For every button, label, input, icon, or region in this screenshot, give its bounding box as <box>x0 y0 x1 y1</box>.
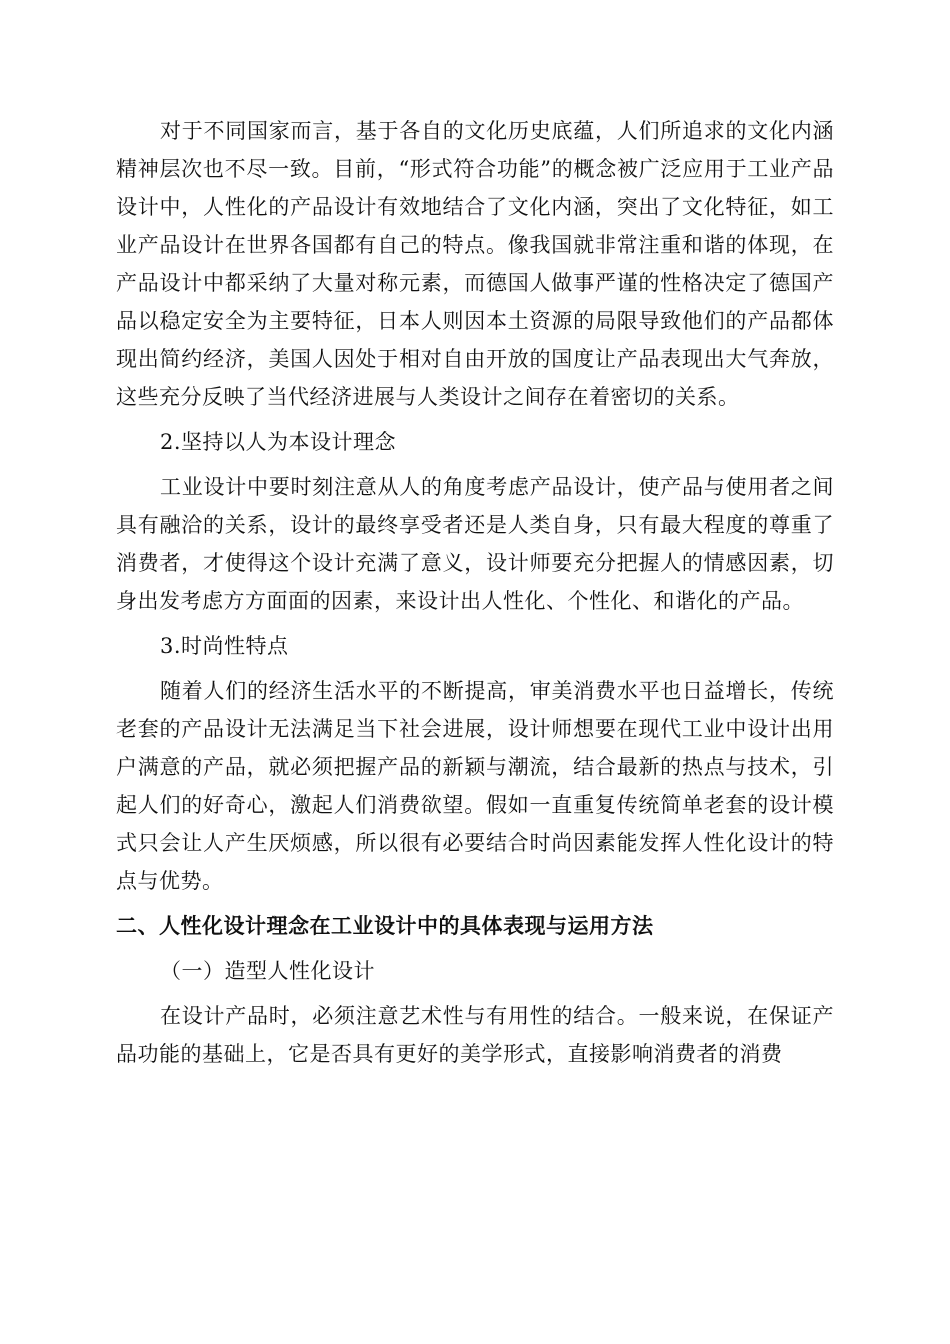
paragraph-people-oriented: 工业设计中要时刻注意从人的角度考虑产品设计，使产品与使用者之间具有融洽的关系，设计的最终享受者还是人类自身，只有最大程度的尊重了消费者，才使得这个设计充满了意义，设计师要充分把握人的情感因素，切身出发考虑方方面面的因素，来设计出人性化、个性化、和谐化的产品。 <box>116 475 834 613</box>
heading-form-design: （一）造型人性化设计 <box>160 959 375 983</box>
paragraph-form-design: 在设计产品时，必须注意艺术性与有用性的结合。一般来说，在保证产品功能的基础上，它是否具有更好的美学形式，直接影响消费者的消费 <box>116 1004 834 1066</box>
paragraph-culture: 对于不同国家而言，基于各自的文化历史底蕴，人们所追求的文化内涵精神层次也不尽一致。目前，“形式符合功能”的概念被广泛应用于工业产品设计中，人性化的产品设计有效地结合了文化内涵，突出了文化特征，如工业产品设计在世界各国都有自己的特点。像我国就非常注重和谐的体现，在产品设计中都采纳了大量对称元素，而德国人做事严谨的性格决定了德国产品以稳定安全为主要特征，日本人则因本土资源的局限导致他们的产品都体现出简约经济，美国人因处于相对自由开放的国度让产品表现出大气奔放，这些充分反映了当代经济进展与人类设计之间存在着密切的关系。 <box>116 119 834 409</box>
paragraph-fashion: 随着人们的经济生活水平的不断提高，审美消费水平也日益增长，传统老套的产品设计无法满足当下社会进展，设计师想要在现代工业中设计出用户满意的产品，就必须把握产品的新颖与潮流，结合最新的热点与技术，引起人们的好奇心，激起人们消费欲望。假如一直重复传统简单老套的设计模式只会让人产生厌烦感，所以很有必要结合时尚因素能发挥人性化设计的特点与优势。 <box>116 679 834 893</box>
heading-fashion: 3.时尚性特点 <box>160 634 289 658</box>
heading-people-oriented: 2.坚持以人为本设计理念 <box>160 430 397 454</box>
section-title: 二、人性化设计理念在工业设计中的具体表现与运用方法 <box>116 913 654 938</box>
document-body <box>116 112 834 1080</box>
